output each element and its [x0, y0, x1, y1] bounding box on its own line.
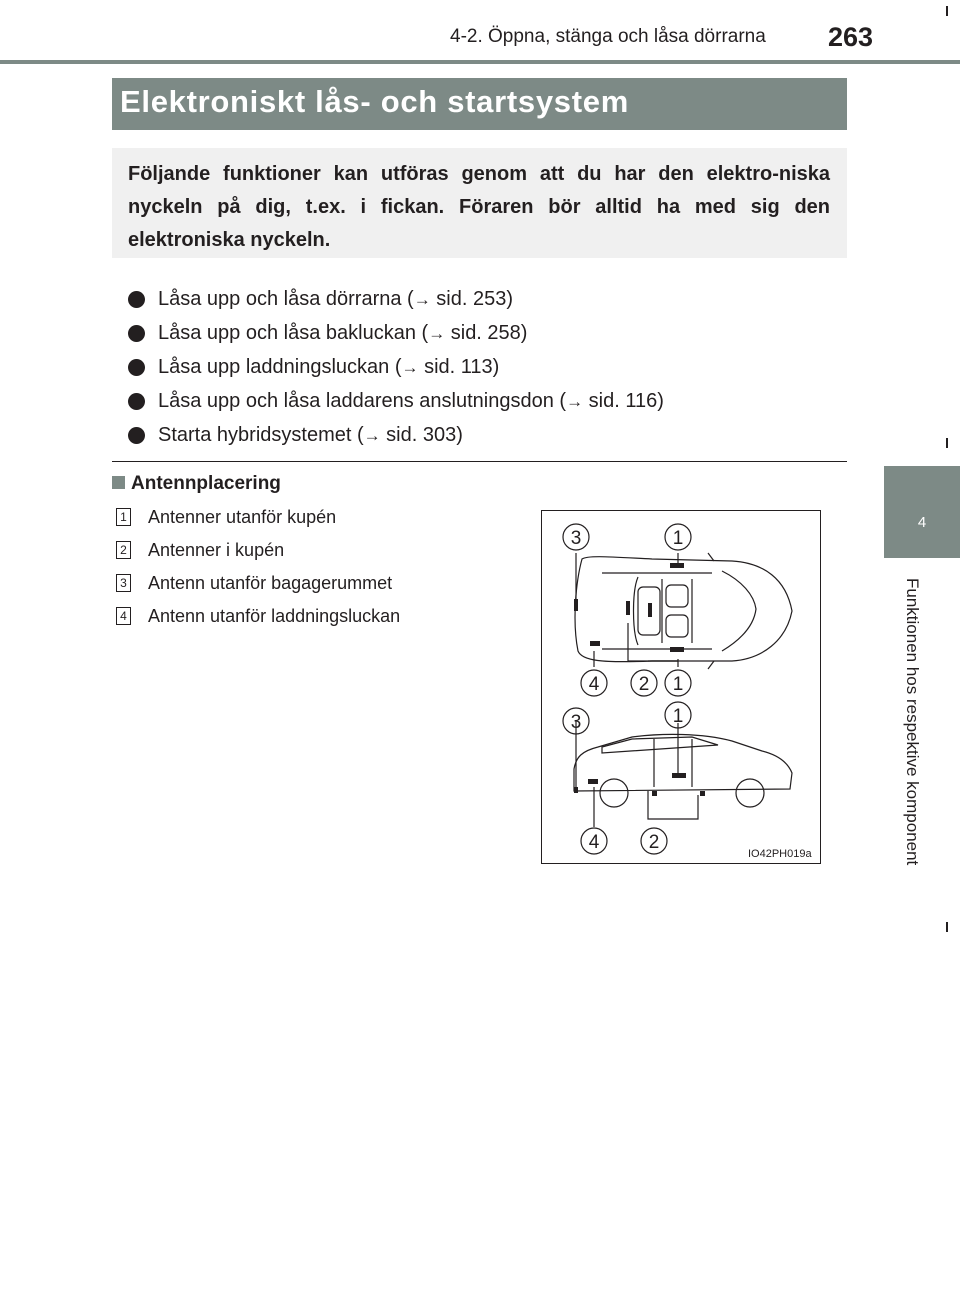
- page-reference[interactable]: sid. 258): [445, 322, 528, 344]
- legend-item: [116, 570, 400, 603]
- antenna-location-figure: [541, 510, 821, 864]
- legend-number: 2: [116, 541, 131, 559]
- page-reference[interactable]: sid. 116): [583, 390, 664, 412]
- page-title: Elektroniskt lås- och startsystem: [120, 84, 629, 119]
- callout-label: 1: [672, 528, 684, 549]
- legend-label: Antenner utanför kupén: [148, 507, 337, 527]
- callout-label: 3: [570, 528, 582, 549]
- bullet-list: [128, 282, 664, 452]
- arrow-icon: →: [428, 324, 446, 343]
- list-item-text: Låsa upp och låsa dörrarna (: [158, 288, 414, 310]
- subsection-heading: [112, 473, 281, 495]
- figure-legend: [116, 504, 400, 636]
- list-item: [128, 350, 664, 384]
- legend-label: Antenn utanför laddningsluckan: [148, 606, 401, 626]
- legend-item: [116, 537, 400, 570]
- list-item-text: Låsa upp och låsa laddarens anslutningsdon (: [158, 390, 567, 412]
- legend-number: 1: [116, 508, 131, 526]
- bullet-icon: [128, 325, 145, 342]
- arrow-icon: →: [401, 358, 419, 377]
- callout-label: 2: [638, 674, 650, 695]
- header-rule: [0, 60, 960, 64]
- running-header-section: 4-2. Öppna, stänga och låsa dörrarna: [450, 26, 766, 47]
- bullet-icon: [128, 427, 145, 444]
- bullet-icon: [128, 393, 145, 410]
- bullet-icon: [128, 291, 145, 308]
- page-reference[interactable]: sid. 303): [380, 424, 463, 446]
- page-reference[interactable]: sid. 253): [430, 288, 513, 310]
- section-rule: [112, 461, 847, 462]
- car-diagram: [542, 511, 820, 863]
- legend-number: 3: [116, 574, 131, 592]
- square-bullet-icon: [112, 476, 125, 489]
- legend-label: Antenn utanför bagagerummet: [148, 573, 393, 593]
- callout-label: 3: [570, 712, 582, 733]
- list-item-text: Låsa upp laddningsluckan (: [158, 356, 402, 378]
- list-item: [128, 418, 664, 452]
- list-item: [128, 316, 664, 350]
- callout-label: 4: [588, 832, 600, 853]
- subsection-heading-text: Antennplacering: [131, 473, 281, 494]
- chapter-tab: [884, 466, 960, 558]
- callout-label: 2: [648, 832, 660, 853]
- bullet-icon: [128, 359, 145, 376]
- legend-label: Antenner i kupén: [148, 540, 285, 560]
- page-number: 263: [828, 22, 874, 52]
- legend-number: 4: [116, 607, 131, 625]
- list-item-text: Låsa upp och låsa bakluckan (: [158, 322, 429, 344]
- legend-item: [116, 603, 400, 636]
- callout-label: 1: [672, 674, 684, 695]
- page-reference[interactable]: sid. 113): [418, 356, 500, 378]
- crop-mark: [946, 438, 948, 448]
- arrow-icon: →: [413, 290, 431, 309]
- figure-code: IO42PH019a: [748, 848, 812, 860]
- list-item: [128, 282, 664, 316]
- chapter-number: 4: [917, 514, 927, 531]
- legend-item: [116, 504, 400, 537]
- crop-mark: [946, 922, 948, 932]
- list-item: [128, 384, 664, 418]
- arrow-icon: →: [363, 426, 381, 445]
- intro-text: Följande funktioner kan utföras genom att du har den elektro-niska nyckeln på dig, t.ex. i fickan. Föraren bör alltid ha med sig den elektroniska nyckeln.: [128, 163, 830, 251]
- callout-label: 4: [588, 674, 600, 695]
- chapter-label-text: Funktionen hos respektive komponent: [903, 578, 922, 866]
- chapter-label: [902, 578, 922, 918]
- arrow-icon: →: [566, 392, 584, 411]
- list-item-text: Starta hybridsystemet (: [158, 424, 364, 446]
- callout-label: 1: [672, 706, 684, 727]
- crop-mark: [946, 6, 948, 16]
